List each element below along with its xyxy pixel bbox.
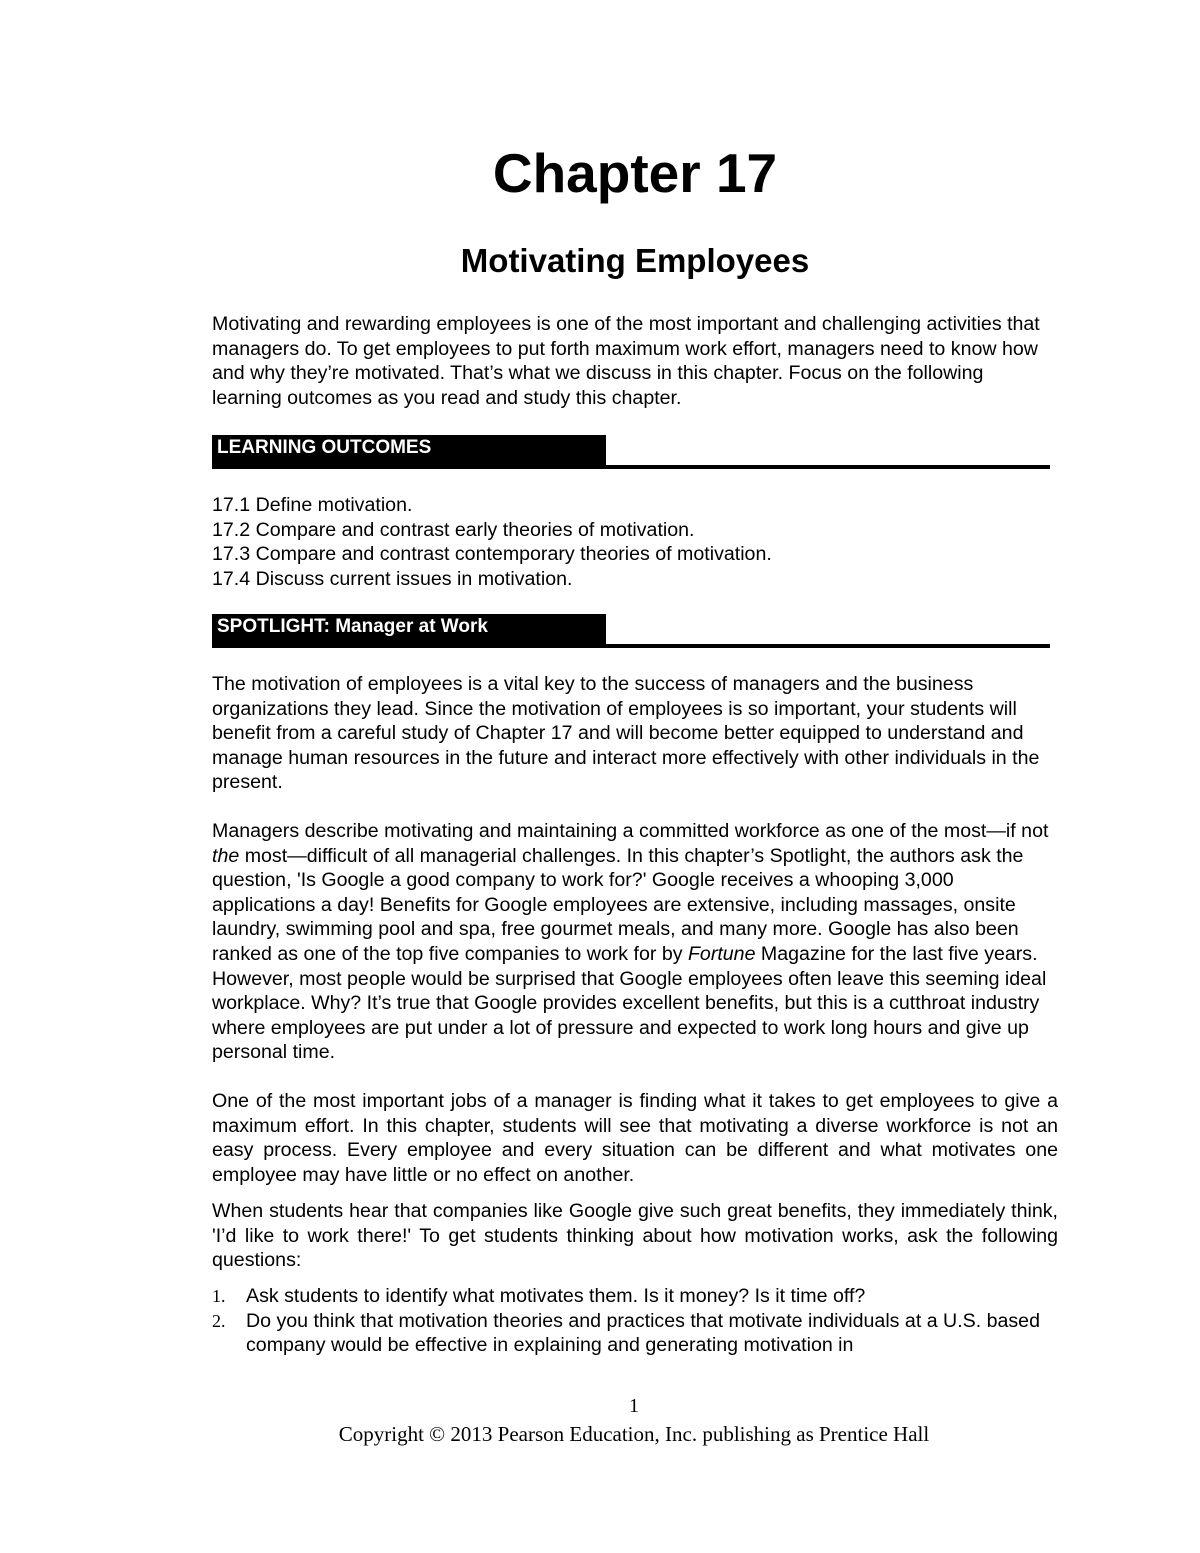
intro-paragraph: Motivating and rewarding employees is one of the most important and challenging activities that managers do. To get employees to put forth maximum work effort, managers need to know how and why they’re motivated. That’s what we discuss in this chapter. Focus on the following learning outcomes as you read and study this chapter. <box>212 313 1040 409</box>
section-rule <box>212 644 1050 648</box>
text-run: most—difficult of all managerial challenges. In this chapter’s Spotlight, the authors ask the question, 'Is Google a good company to work for?' Google receives a whooping 3,000 applications a day! Benefits for Google employees are extensive, including massages, onsite laundry, swimming pool and spa, free gourmet meals, and many more. Google has also been ranked as one of the top five companies to work for by <box>212 844 1024 965</box>
question-text: Do you think that motivation theories and practices that motivate individuals at a U.S. based company would be effective in explaining and generating motivation in <box>246 1309 1040 1357</box>
emphasis-text: the <box>212 844 240 867</box>
spotlight-paragraph-1: The motivation of employees is a vital key to the success of managers and the business organizations they lead. Since the motivation of employees is so important, your students will benefit from a careful study of Chapter 17 and will become better equipped to understand and manage human resources in the future and interact more effectively with other individuals in the present. <box>212 673 1040 794</box>
learning-outcomes-header-label: LEARNING OUTCOMES <box>212 435 606 465</box>
learning-outcome-item: 17.4 Discuss current issues in motivation. <box>212 567 573 590</box>
question-text: Ask students to identify what motivates them. Is it money? Is it time off? <box>246 1285 866 1307</box>
text-run: Managers describe motivating and maintaining a committed workforce as one of the most—if not <box>212 820 1049 842</box>
section-rule <box>212 465 1050 469</box>
spotlight-paragraph-3: One of the most important jobs of a manager is finding what it takes to get employees to give a maximum effort. In this chapter, students will see that motivating a diverse workforce is not an easy process. Every employee and every situation can be different and what motivates one employee may have little or no effect on another. <box>212 1090 1058 1186</box>
learning-outcome-item: 17.2 Compare and contrast early theories of motivation. <box>212 518 695 541</box>
spotlight-paragraph-4: When students hear that companies like Google give such great benefits, they immediately think, 'I’d like to work there!' To get students thinking about how motivation works, ask the following questions: <box>212 1200 1058 1272</box>
publication-name: Fortune <box>687 942 756 965</box>
question-number: 2. <box>212 1310 226 1331</box>
chapter-subtitle: Motivating Employees <box>460 242 810 279</box>
learning-outcome-item: 17.3 Compare and contrast contemporary theories of motivation. <box>212 543 772 566</box>
text-run: Magazine for the last five years. However, most people would be surprised that Google employees often leave this seeming ideal workplace. Why? It’s true that Google provides excellent benefits, but this is a cutthroat industry where employees are put under a lot of pressure and expected to work long hours and give up personal time. <box>212 942 1047 1064</box>
question-item <box>212 1309 1058 1358</box>
page-number: 1 <box>629 1395 639 1417</box>
spotlight-header <box>212 614 1050 648</box>
copyright-notice: Copyright © 2013 Pearson Education, Inc. publishing as Prentice Hall <box>338 1422 930 1446</box>
learning-outcomes-header <box>212 435 1050 469</box>
learning-outcomes-list <box>212 493 1058 591</box>
discussion-questions <box>212 1284 1058 1358</box>
chapter-title: Chapter 17 <box>492 142 778 204</box>
learning-outcome-item: 17.1 Define motivation. <box>212 494 413 516</box>
question-number: 1. <box>212 1286 226 1306</box>
spotlight-paragraph-2 <box>212 819 1058 1065</box>
spotlight-header-label: SPOTLIGHT: Manager at Work <box>212 614 606 644</box>
question-item <box>212 1284 1058 1309</box>
